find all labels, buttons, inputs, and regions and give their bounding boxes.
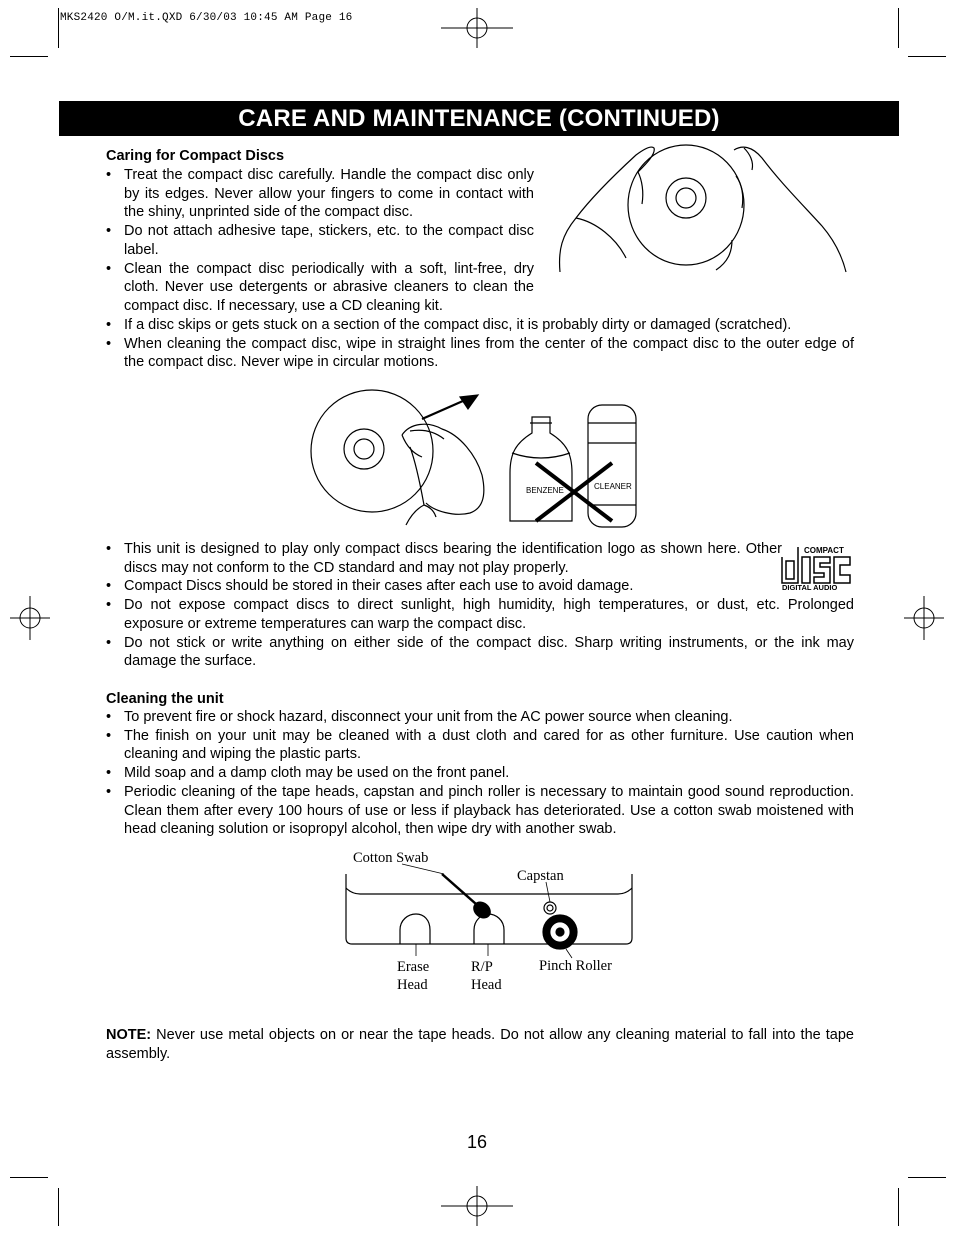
cotton-swab-label: Cotton Swab	[353, 850, 429, 866]
list-item: • Treat the compact disc carefully. Handle the compact disc only by its edges. Never allow your fingers to come in contact with the shiny, unprinted side of the compact disc.	[106, 166, 534, 222]
list-item: • Clean the compact disc periodically with a soft, lint-free, dry cloth. Never use detergents or abrasive cleaners to clean the compact disc. If necessary, use a CD cleaning kit.	[106, 260, 534, 316]
list-item: • This unit is designed to play only compact discs bearing the identification logo as shown here. Other discs may not conform to the CD standard and may not play properly.	[106, 540, 854, 577]
caring-cds-list-top	[106, 166, 534, 316]
erase-head-label-line2: Head	[397, 977, 428, 993]
list-item: • Do not expose compact discs to direct sunlight, high humidity, high temperatures, or dust, etc. Prolonged exposure or extreme temperatures can warp the compact disc.	[106, 596, 854, 633]
cd-logo-bottom-text: DIGITAL AUDIO	[782, 583, 838, 592]
list-item: • Compact Discs should be stored in their cases after each use to avoid damage.	[106, 577, 854, 596]
list-item: • Periodic cleaning of the tape heads, capstan and pinch roller is necessary to maintain good sound reproduction. Clean them after every 100 hours of use or less if playback has deteriorated. Use a cotton swab moistened with head cleaning solution or isopropyl alcohol, then wipe dry with another swab.	[106, 783, 854, 839]
list-item: • Do not stick or write anything on either side of the compact disc. Sharp writing instruments, or the ink may damage the surface.	[106, 634, 854, 671]
cleaner-label: CLEANER	[594, 482, 632, 491]
caring-cds-list-bottom	[106, 316, 854, 372]
list-item: • Do not attach adhesive tape, stickers, etc. to the compact disc label.	[106, 222, 534, 259]
note-paragraph	[106, 1026, 854, 1063]
page-number: 16	[466, 1132, 488, 1152]
cd-logo-top-text: COMPACT	[804, 546, 844, 555]
hands-holding-cd-illustration	[556, 140, 856, 280]
list-item: • If a disc skips or gets stuck on a section of the compact disc, it is probably dirty or damaged (scratched).	[106, 316, 854, 335]
cleaning-unit-heading: Cleaning the unit	[106, 691, 224, 707]
capstan-label: Capstan	[517, 868, 564, 884]
pinch-roller-label: Pinch Roller	[539, 958, 612, 974]
erase-head-label-line1: Erase	[397, 959, 430, 975]
cd-wiping-illustration	[310, 383, 660, 533]
compact-disc-logo	[780, 545, 854, 591]
rp-head-label-line2: Head	[471, 977, 502, 993]
cleaning-unit-list	[106, 708, 854, 839]
slug-line: MKS2420 O/M.it.QXD 6/30/03 10:45 AM Page 16	[60, 12, 353, 24]
rp-head-label-line1: R/P	[471, 959, 493, 975]
page-title: CARE AND MAINTENANCE (CONTINUED)	[59, 101, 899, 136]
cd-care-list	[106, 540, 854, 671]
list-item: • When cleaning the compact disc, wipe in straight lines from the center of the compact disc to the outer edge of the compact disc. Never wipe in circular motions.	[106, 335, 854, 372]
benzene-label: BENZENE	[526, 486, 564, 495]
list-item: • The finish on your unit may be cleaned with a dust cloth and cared for as other furniture. Use caution when cleaning and wiping the plastic parts.	[106, 727, 854, 764]
list-item: • Mild soap and a damp cloth may be used on the front panel.	[106, 764, 854, 783]
note-text: Never use metal objects on or near the tape heads. Do not allow any cleaning material to fall into the tape assembly.	[106, 1027, 854, 1062]
caring-cds-heading: Caring for Compact Discs	[106, 148, 285, 164]
note-label: NOTE:	[106, 1027, 152, 1043]
list-item: • To prevent fire or shock hazard, disconnect your unit from the AC power source when cleaning.	[106, 708, 854, 727]
